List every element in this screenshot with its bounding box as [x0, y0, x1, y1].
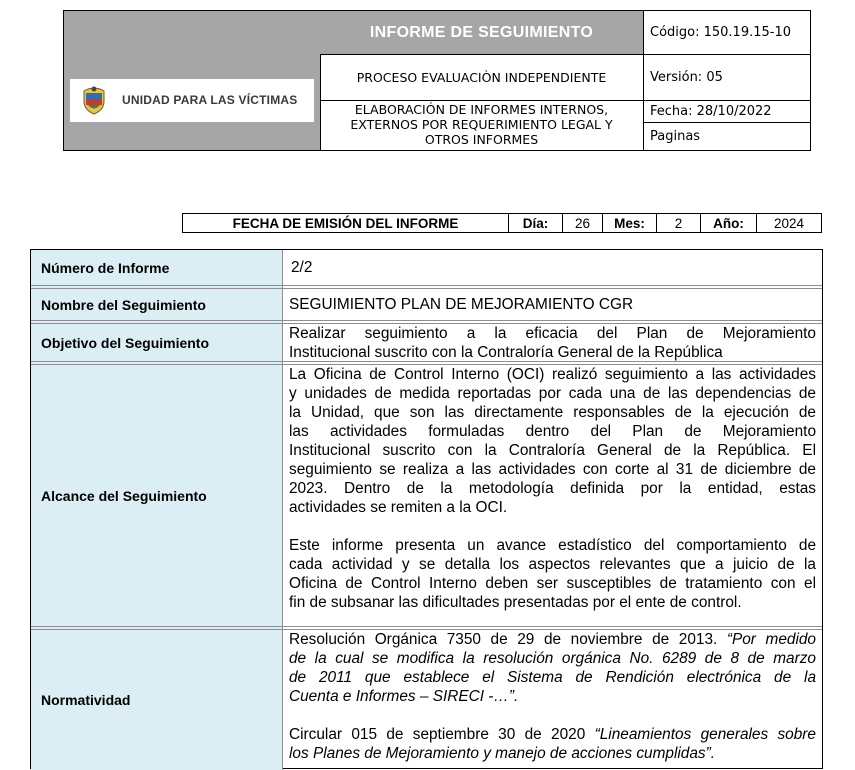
emission-date-bar — [182, 213, 822, 233]
value-objetivo — [283, 324, 822, 361]
document-pages: Paginas — [650, 129, 701, 144]
report-title: INFORME DE SEGUIMIENTO — [369, 23, 594, 41]
elaboration-line: OTROS INFORMES — [424, 132, 539, 147]
alcance-line: cada actividad y se detalla los aspectos relevantes que a juicio de la — [289, 556, 816, 573]
label-numero: Número de Informe — [31, 250, 283, 285]
emission-label: FECHA DE EMISIÓN DEL INFORME — [183, 214, 509, 232]
alcance-line: Institucional suscrito con la Contraloría General de la República. El — [289, 442, 816, 459]
label-nombre: Nombre del Seguimiento — [31, 289, 283, 320]
document-version: Versión: 05 — [644, 55, 810, 101]
document-header — [63, 10, 811, 151]
normatividad-line — [289, 725, 816, 744]
day-value: 26 — [563, 214, 603, 232]
elaboration-line: EXTERNOS POR REQUERIMIENTO LEGAL Y — [350, 117, 613, 132]
resolution-title: Resolución Orgánica 7350 de 29 de noviembre de 2013. — [289, 631, 718, 648]
alcance-line: Oficina de Control Interno deben ser susceptibles de tratamiento con el — [289, 575, 816, 592]
row-numero — [31, 250, 822, 285]
month-value: 2 — [657, 214, 701, 232]
alcance-line: las actividades formuladas dentro del Plan de Mejoramiento — [289, 423, 816, 440]
report-title-cell — [320, 11, 644, 55]
year-value: 2024 — [773, 215, 805, 231]
value-alcance — [283, 365, 822, 626]
label-objetivo: Objetivo del Seguimiento — [31, 324, 283, 361]
circular-title: Circular 015 de septiembre 30 de 2020 — [289, 726, 586, 743]
document-date: Fecha: 28/10/2022 — [644, 101, 810, 123]
value-numero: 2/2 — [291, 259, 313, 276]
resolution-quote-start: “Por medido — [726, 631, 816, 648]
elaboration-line: ELABORACIÓN DE INFORMES INTERNOS, — [354, 102, 609, 117]
row-nombre — [31, 289, 822, 320]
logo-cell — [64, 11, 321, 150]
day-label: Día: — [509, 214, 563, 232]
row-normatividad — [31, 630, 822, 770]
value-normatividad — [283, 630, 822, 770]
alcance-line: La Oficina de Control Interno (OCI) realizó seguimiento a las actividades — [289, 366, 816, 383]
paragraph-gap — [289, 706, 816, 725]
normatividad-line: de 2011 que establece el Sistema de Rendición electrónica de la — [289, 669, 816, 686]
circular-quote-start: “Lineamientos generales sobre — [594, 726, 816, 743]
normatividad-line: de la cual se modifica la resolución orgánica No. 6289 de 8 de marzo — [289, 650, 816, 667]
objetivo-line: Institucional suscrito con la Contraloría General de la República — [289, 344, 723, 361]
label-normatividad: Normatividad — [31, 630, 283, 770]
alcance-line: Este informe presenta un avance estadístico del comportamiento de — [289, 537, 816, 554]
row-objetivo — [31, 324, 822, 361]
report-info-table — [30, 249, 823, 769]
normatividad-line — [289, 630, 816, 649]
objetivo-line: Realizar seguimiento a la eficacia del Plan de Mejoramiento — [289, 325, 816, 342]
alcance-line: fin de subsanar las dificultades presentadas por el ente de control. — [289, 594, 742, 611]
elaboration-text — [320, 101, 644, 150]
alcance-line: actividades se remiten a la OCI. — [289, 499, 508, 516]
alcance-line: 2023. Dentro de la metodología definida por la entidad, estas — [289, 480, 816, 497]
document-code: Código: 150.19.15-10 — [644, 11, 810, 55]
normatividad-line: los Planes de Mejoramiento y manejo de acciones cumplidas”. — [289, 745, 716, 762]
process-name: PROCESO EVALUACIÒN INDEPENDIENTE — [320, 55, 644, 101]
alcance-line: y unidades de medida reportadas por cada una de las dependencias de — [289, 385, 816, 402]
paragraph-gap — [289, 517, 816, 536]
alcance-line: seguimiento se realiza a las actividades con corte al 31 de diciembre de — [289, 461, 816, 478]
logo-card — [70, 79, 314, 122]
year-label: Año: — [701, 214, 757, 232]
normatividad-line: Cuenta e Informes – SIRECI -…”. — [289, 688, 519, 705]
month-label: Mes: — [603, 214, 657, 232]
row-alcance — [31, 365, 822, 626]
value-nombre: SEGUIMIENTO PLAN DE MEJORAMIENTO CGR — [289, 296, 634, 313]
alcance-line: la Unidad, que son las directamente responsables de la ejecución de — [289, 404, 816, 421]
logo-text: UNIDAD PARA LAS VÍCTIMAS — [122, 93, 298, 107]
coat-of-arms-icon — [80, 85, 108, 115]
label-alcance: Alcance del Seguimiento — [31, 365, 283, 626]
